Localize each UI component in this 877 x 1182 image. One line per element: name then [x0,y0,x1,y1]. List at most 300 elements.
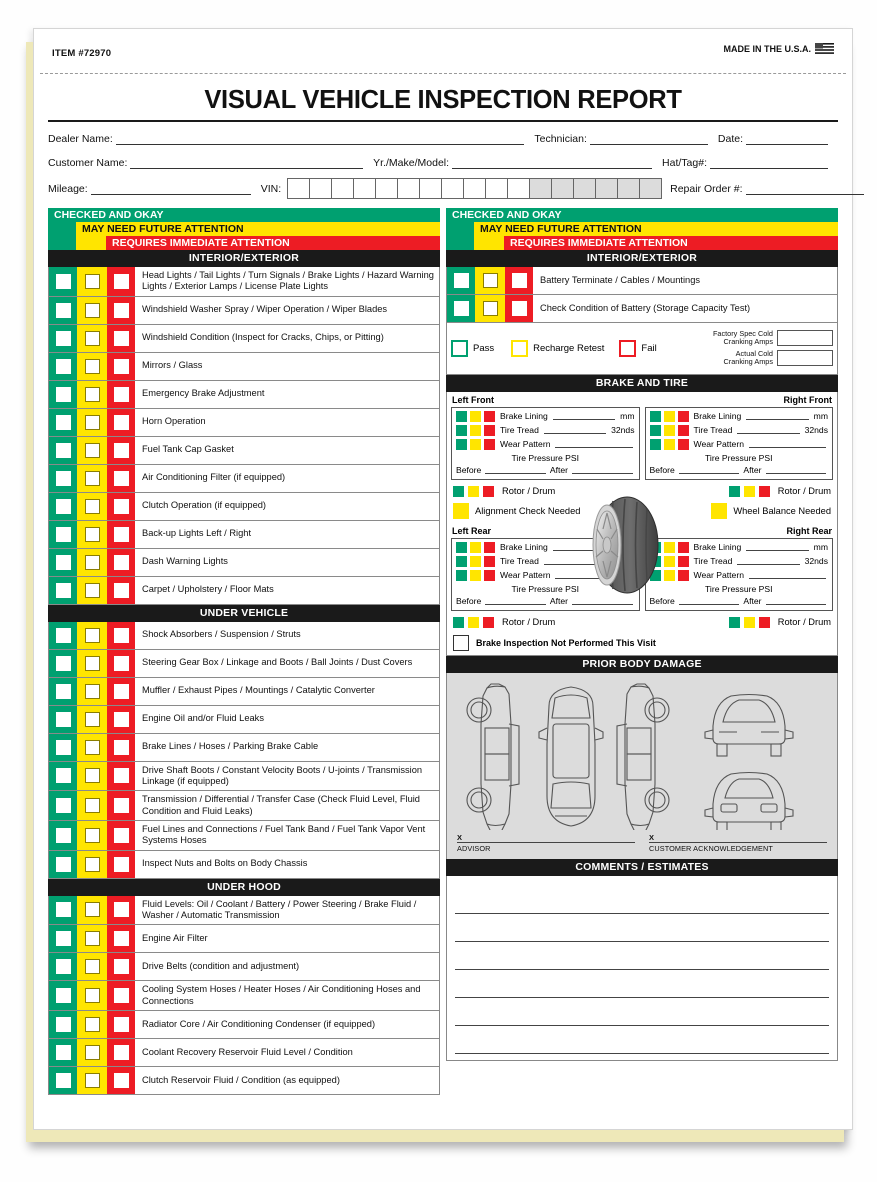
checkbox-ok[interactable] [56,768,71,783]
checkbox-immediate[interactable] [114,1073,129,1088]
checkbox-immediate[interactable] [114,857,129,872]
checkbox-future-cell[interactable] [77,325,107,352]
vin-box-shaded[interactable] [551,178,574,199]
brake-lining-input[interactable] [553,412,615,420]
checkbox-immediate-cell[interactable] [107,762,135,791]
checkbox-future-cell[interactable] [77,896,107,925]
checkbox-immediate[interactable] [114,499,129,514]
checkbox-immediate-cell[interactable] [505,267,533,294]
checkbox-future[interactable] [85,499,100,514]
wheel-balance-group[interactable] [711,503,831,519]
checkbox-ok[interactable] [56,471,71,486]
wear-pattern-y-box[interactable] [470,439,481,450]
checkbox-future[interactable] [85,712,100,727]
right-rear-rotor[interactable] [729,617,831,628]
checkbox-immediate[interactable] [114,1045,129,1060]
checkbox-ok-cell[interactable] [49,851,77,878]
checkbox-ok[interactable] [56,303,71,318]
checkbox-future-cell[interactable] [77,297,107,324]
checkbox-immediate-cell[interactable] [107,925,135,952]
checkbox-ok-cell[interactable] [49,409,77,436]
vin-box[interactable] [463,178,486,199]
wheel-balance-checkbox[interactable] [711,503,727,519]
checkbox-ok-cell[interactable] [49,437,77,464]
mileage-input[interactable] [91,183,251,195]
after-input[interactable] [572,597,633,605]
checkbox-ok-cell[interactable] [49,1039,77,1066]
checkbox-future-cell[interactable] [77,678,107,705]
checkbox-ok[interactable] [56,555,71,570]
brake-lining-g-box[interactable] [456,411,467,422]
checkbox-immediate-cell[interactable] [107,437,135,464]
checkbox-ok-cell[interactable] [49,821,77,850]
date-input[interactable] [746,133,828,145]
checkbox-future[interactable] [85,471,100,486]
checkbox-ok-cell[interactable] [49,353,77,380]
brake-lining-r-box[interactable] [678,542,689,553]
checkbox-ok[interactable] [56,583,71,598]
checkbox-future-cell[interactable] [475,267,505,294]
checkbox-immediate-cell[interactable] [107,1067,135,1094]
advisor-signature[interactable] [457,833,635,853]
checkbox-future[interactable] [85,628,100,643]
checkbox-ok-cell[interactable] [49,1067,77,1094]
checkbox-immediate[interactable] [114,828,129,843]
checkbox-immediate-cell[interactable] [107,577,135,604]
checkbox-immediate[interactable] [114,583,129,598]
before-input[interactable] [679,597,740,605]
checkbox-future-cell[interactable] [77,267,107,296]
checkbox-immediate[interactable] [114,684,129,699]
after-input[interactable] [572,466,633,474]
checkbox-ok-cell[interactable] [49,678,77,705]
customer-name-input[interactable] [130,157,363,169]
checkbox-future-cell[interactable] [77,437,107,464]
checkbox-immediate[interactable] [114,555,129,570]
checkbox-immediate[interactable] [114,359,129,374]
vin-box-shaded[interactable] [529,178,552,199]
tire-tread-g-box[interactable] [456,556,467,567]
rotor-red-box-rr[interactable] [759,617,770,628]
checkbox-ok[interactable] [56,527,71,542]
checkbox-future-cell[interactable] [77,821,107,850]
checkbox-ok-cell[interactable] [49,465,77,492]
checkbox-future[interactable] [85,415,100,430]
checkbox-future[interactable] [85,1073,100,1088]
checkbox-immediate-cell[interactable] [107,821,135,850]
checkbox-immediate[interactable] [114,628,129,643]
tire-tread-input[interactable] [737,557,799,565]
checkbox-future[interactable] [85,274,100,289]
wear-pattern-r-box[interactable] [484,439,495,450]
checkbox-immediate[interactable] [114,959,129,974]
checkbox-immediate[interactable] [114,656,129,671]
brake-lining-g-box[interactable] [456,542,467,553]
checkbox-future-cell[interactable] [77,353,107,380]
checkbox-ok-cell[interactable] [49,953,77,980]
comment-line[interactable] [455,1026,829,1054]
brake-lining-g-box[interactable] [650,411,661,422]
checkbox-immediate-cell[interactable] [107,267,135,296]
brake-lining-y-box[interactable] [470,411,481,422]
alignment-check-group[interactable] [453,503,580,519]
vin-box[interactable] [507,178,530,199]
checkbox-ok-cell[interactable] [49,1011,77,1038]
checkbox-ok[interactable] [56,628,71,643]
vin-box-shaded[interactable] [573,178,596,199]
checkbox-future[interactable] [85,988,100,1003]
checkbox-ok-cell[interactable] [49,791,77,820]
tire-tread-r-box[interactable] [484,556,495,567]
checkbox-immediate-cell[interactable] [107,791,135,820]
brake-lining-r-box[interactable] [678,411,689,422]
tire-tread-g-box[interactable] [650,425,661,436]
comments-area[interactable] [446,876,838,1061]
checkbox-ok[interactable] [56,331,71,346]
vin-box[interactable] [375,178,398,199]
wear-pattern-g-box[interactable] [456,439,467,450]
brake-lining-r-box[interactable] [484,411,495,422]
checkbox-future-cell[interactable] [77,622,107,649]
checkbox-future[interactable] [85,1045,100,1060]
checkbox-immediate[interactable] [114,798,129,813]
rotor-red-box-lf[interactable] [483,486,494,497]
checkbox-immediate-cell[interactable] [107,325,135,352]
left-front-rotor[interactable] [453,486,555,497]
repair-order-input[interactable] [746,183,864,195]
vin-boxes[interactable] [288,178,662,199]
checkbox-future-cell[interactable] [77,577,107,604]
checkbox-ok[interactable] [56,712,71,727]
checkbox-immediate[interactable] [114,415,129,430]
checkbox-immediate-cell[interactable] [107,381,135,408]
battery-recharge-option[interactable] [511,340,604,357]
checkbox-immediate[interactable] [512,273,527,288]
checkbox-future[interactable] [85,656,100,671]
checkbox-future[interactable] [85,359,100,374]
checkbox-future[interactable] [85,583,100,598]
checkbox-future-cell[interactable] [77,409,107,436]
checkbox-immediate[interactable] [512,301,527,316]
vin-box[interactable] [485,178,508,199]
wear-pattern-input[interactable] [555,440,632,448]
checkbox-future-cell[interactable] [77,1067,107,1094]
wear-pattern-input[interactable] [749,440,826,448]
checkbox-immediate-cell[interactable] [107,981,135,1010]
checkbox-future-cell[interactable] [77,1039,107,1066]
checkbox-ok[interactable] [56,828,71,843]
tire-tread-r-box[interactable] [678,425,689,436]
battery-fail-option[interactable] [619,340,656,357]
checkbox-future-cell[interactable] [77,381,107,408]
factory-spec-amps-input[interactable] [777,330,833,346]
checkbox-immediate[interactable] [114,931,129,946]
checkbox-future-cell[interactable] [77,851,107,878]
checkbox-immediate-cell[interactable] [107,650,135,677]
checkbox-immediate[interactable] [114,471,129,486]
wear-pattern-y-box[interactable] [664,570,675,581]
brake-lining-input[interactable] [746,543,808,551]
checkbox-future[interactable] [85,331,100,346]
checkbox-future-cell[interactable] [77,953,107,980]
dealer-name-input[interactable] [116,133,525,145]
checkbox-immediate-cell[interactable] [107,734,135,761]
rotor-red-box-lr[interactable] [483,617,494,628]
comment-line[interactable] [455,970,829,998]
checkbox-immediate[interactable] [114,712,129,727]
vin-box[interactable] [287,178,310,199]
checkbox-future[interactable] [483,301,498,316]
checkbox-ok-cell[interactable] [49,762,77,791]
checkbox-ok[interactable] [56,798,71,813]
tire-tread-input[interactable] [737,426,799,434]
checkbox-ok[interactable] [56,359,71,374]
comment-line[interactable] [455,914,829,942]
checkbox-immediate-cell[interactable] [107,549,135,576]
checkbox-future-cell[interactable] [77,493,107,520]
vin-box-shaded[interactable] [617,178,640,199]
checkbox-immediate-cell[interactable] [107,622,135,649]
checkbox-ok[interactable] [56,1017,71,1032]
advisor-signature-line[interactable] [457,842,635,843]
checkbox-future-cell[interactable] [77,925,107,952]
checkbox-ok[interactable] [56,415,71,430]
vin-box[interactable] [309,178,332,199]
checkbox-future-cell[interactable] [77,981,107,1010]
recharge-checkbox[interactable] [511,340,528,357]
checkbox-future-cell[interactable] [77,549,107,576]
checkbox-immediate-cell[interactable] [107,953,135,980]
checkbox-ok-cell[interactable] [49,521,77,548]
checkbox-ok[interactable] [56,656,71,671]
wear-pattern-y-box[interactable] [470,570,481,581]
vin-box[interactable] [353,178,376,199]
tire-tread-y-box[interactable] [664,425,675,436]
after-input[interactable] [766,597,827,605]
checkbox-immediate[interactable] [114,331,129,346]
checkbox-ok-cell[interactable] [49,981,77,1010]
checkbox-immediate[interactable] [114,274,129,289]
checkbox-future[interactable] [85,1017,100,1032]
checkbox-future[interactable] [85,828,100,843]
battery-pass-option[interactable] [451,340,494,357]
checkbox-ok-cell[interactable] [49,493,77,520]
brake-lining-y-box[interactable] [664,542,675,553]
rotor-yellow-box-rf[interactable] [744,486,755,497]
checkbox-immediate-cell[interactable] [107,896,135,925]
rotor-yellow-box-rr[interactable] [744,617,755,628]
actual-amps-input[interactable] [777,350,833,366]
checkbox-immediate-cell[interactable] [505,295,533,322]
wear-pattern-r-box[interactable] [484,570,495,581]
wear-pattern-r-box[interactable] [678,570,689,581]
right-front-rotor[interactable] [729,486,831,497]
checkbox-ok-cell[interactable] [447,267,475,294]
checkbox-immediate[interactable] [114,1017,129,1032]
checkbox-ok-cell[interactable] [447,295,475,322]
checkbox-ok[interactable] [56,387,71,402]
brake-not-performed-checkbox[interactable] [453,635,469,651]
checkbox-ok-cell[interactable] [49,896,77,925]
checkbox-ok[interactable] [454,301,469,316]
brake-lining-r-box[interactable] [484,542,495,553]
tire-tread-y-box[interactable] [664,556,675,567]
checkbox-ok-cell[interactable] [49,650,77,677]
comment-line[interactable] [455,942,829,970]
pass-checkbox[interactable] [451,340,468,357]
vin-box-shaded[interactable] [595,178,618,199]
wear-pattern-g-box[interactable] [650,439,661,450]
vin-box[interactable] [331,178,354,199]
checkbox-ok[interactable] [56,988,71,1003]
brake-not-performed-row[interactable] [446,631,838,656]
checkbox-ok-cell[interactable] [49,734,77,761]
wear-pattern-r-box[interactable] [678,439,689,450]
before-input[interactable] [485,597,546,605]
checkbox-ok[interactable] [454,273,469,288]
checkbox-future[interactable] [483,273,498,288]
hat-tag-input[interactable] [710,157,828,169]
checkbox-immediate-cell[interactable] [107,493,135,520]
tire-tread-r-box[interactable] [484,425,495,436]
comment-line[interactable] [455,886,829,914]
checkbox-immediate[interactable] [114,527,129,542]
checkbox-future[interactable] [85,527,100,542]
checkbox-future[interactable] [85,740,100,755]
checkbox-future-cell[interactable] [77,650,107,677]
checkbox-future[interactable] [85,798,100,813]
rotor-yellow-box-lf[interactable] [468,486,479,497]
checkbox-ok[interactable] [56,274,71,289]
checkbox-ok[interactable] [56,499,71,514]
checkbox-future[interactable] [85,959,100,974]
checkbox-immediate-cell[interactable] [107,1011,135,1038]
brake-lining-label: Brake Lining [693,411,742,422]
before-input[interactable] [485,466,546,474]
vin-box-shaded[interactable] [639,178,662,199]
checkbox-future-cell[interactable] [475,295,505,322]
tire-tread-r-box[interactable] [678,556,689,567]
checkbox-ok[interactable] [56,902,71,917]
checkbox-future[interactable] [85,443,100,458]
comment-line[interactable] [455,998,829,1026]
customer-signature-line[interactable] [649,842,827,843]
rotor-yellow-box-lr[interactable] [468,617,479,628]
customer-signature[interactable] [649,833,827,853]
checkbox-ok-cell[interactable] [49,706,77,733]
checkbox-ok-cell[interactable] [49,549,77,576]
rotor-green-box-lr[interactable] [453,617,464,628]
alignment-checkbox[interactable] [453,503,469,519]
tire-tread-g-box[interactable] [456,425,467,436]
checkbox-immediate-cell[interactable] [107,409,135,436]
checkbox-future[interactable] [85,857,100,872]
rotor-red-box-rf[interactable] [759,486,770,497]
checkbox-ok[interactable] [56,931,71,946]
prior-body-damage-panel[interactable] [446,673,838,859]
checkbox-immediate-cell[interactable] [107,851,135,878]
year-make-model-input[interactable] [452,157,652,169]
vin-box[interactable] [397,178,420,199]
brake-lining-y-box[interactable] [664,411,675,422]
left-rear-rotor[interactable] [453,617,555,628]
checkbox-immediate-cell[interactable] [107,706,135,733]
checkbox-ok-cell[interactable] [49,622,77,649]
checkbox-future[interactable] [85,768,100,783]
checkbox-future-cell[interactable] [77,734,107,761]
checkbox-immediate-cell[interactable] [107,521,135,548]
checkbox-ok[interactable] [56,443,71,458]
checkbox-ok[interactable] [56,959,71,974]
checkbox-immediate[interactable] [114,740,129,755]
checkbox-immediate[interactable] [114,387,129,402]
checkbox-immediate[interactable] [114,303,129,318]
tire-tread-y-box[interactable] [470,425,481,436]
checkbox-future[interactable] [85,684,100,699]
brake-lining-input[interactable] [746,412,808,420]
checkbox-ok-cell[interactable] [49,381,77,408]
checkbox-future-cell[interactable] [77,521,107,548]
checkbox-ok[interactable] [56,684,71,699]
checkbox-ok-cell[interactable] [49,325,77,352]
checkbox-ok-cell[interactable] [49,297,77,324]
checkbox-immediate[interactable] [114,902,129,917]
checkbox-immediate-cell[interactable] [107,297,135,324]
rotor-green-box-lf[interactable] [453,486,464,497]
checkbox-immediate[interactable] [114,988,129,1003]
checkbox-future-cell[interactable] [77,791,107,820]
checkbox-future[interactable] [85,902,100,917]
before-input[interactable] [679,466,740,474]
tire-tread-input[interactable] [544,426,606,434]
checkbox-ok-cell[interactable] [49,577,77,604]
technician-input[interactable] [590,133,708,145]
checkbox-ok-cell[interactable] [49,925,77,952]
checkbox-ok[interactable] [56,740,71,755]
checkbox-future-cell[interactable] [77,706,107,733]
checkbox-future-cell[interactable] [77,465,107,492]
fail-checkbox[interactable] [619,340,636,357]
wear-pattern-y-box[interactable] [664,439,675,450]
checkbox-ok[interactable] [56,857,71,872]
rotor-green-box-rf[interactable] [729,486,740,497]
checkbox-future[interactable] [85,555,100,570]
checkbox-future-cell[interactable] [77,762,107,791]
checkbox-ok-cell[interactable] [49,267,77,296]
checkbox-ok[interactable] [56,1073,71,1088]
wear-pattern-input[interactable] [749,571,826,579]
brake-lining-y-box[interactable] [470,542,481,553]
vin-box[interactable] [441,178,464,199]
checkbox-immediate-cell[interactable] [107,465,135,492]
checkbox-immediate-cell[interactable] [107,353,135,380]
checkbox-immediate[interactable] [114,443,129,458]
vin-box[interactable] [419,178,442,199]
rotor-green-box-rr[interactable] [729,617,740,628]
checkbox-future-cell[interactable] [77,1011,107,1038]
checkbox-future[interactable] [85,387,100,402]
checkbox-ok[interactable] [56,1045,71,1060]
checkbox-immediate-cell[interactable] [107,1039,135,1066]
checkbox-immediate-cell[interactable] [107,678,135,705]
checkbox-future[interactable] [85,931,100,946]
checkbox-immediate[interactable] [114,768,129,783]
vehicle-diagrams[interactable] [453,679,831,831]
after-input[interactable] [766,466,827,474]
wear-pattern-g-box[interactable] [456,570,467,581]
tire-tread-y-box[interactable] [470,556,481,567]
checkbox-future[interactable] [85,303,100,318]
